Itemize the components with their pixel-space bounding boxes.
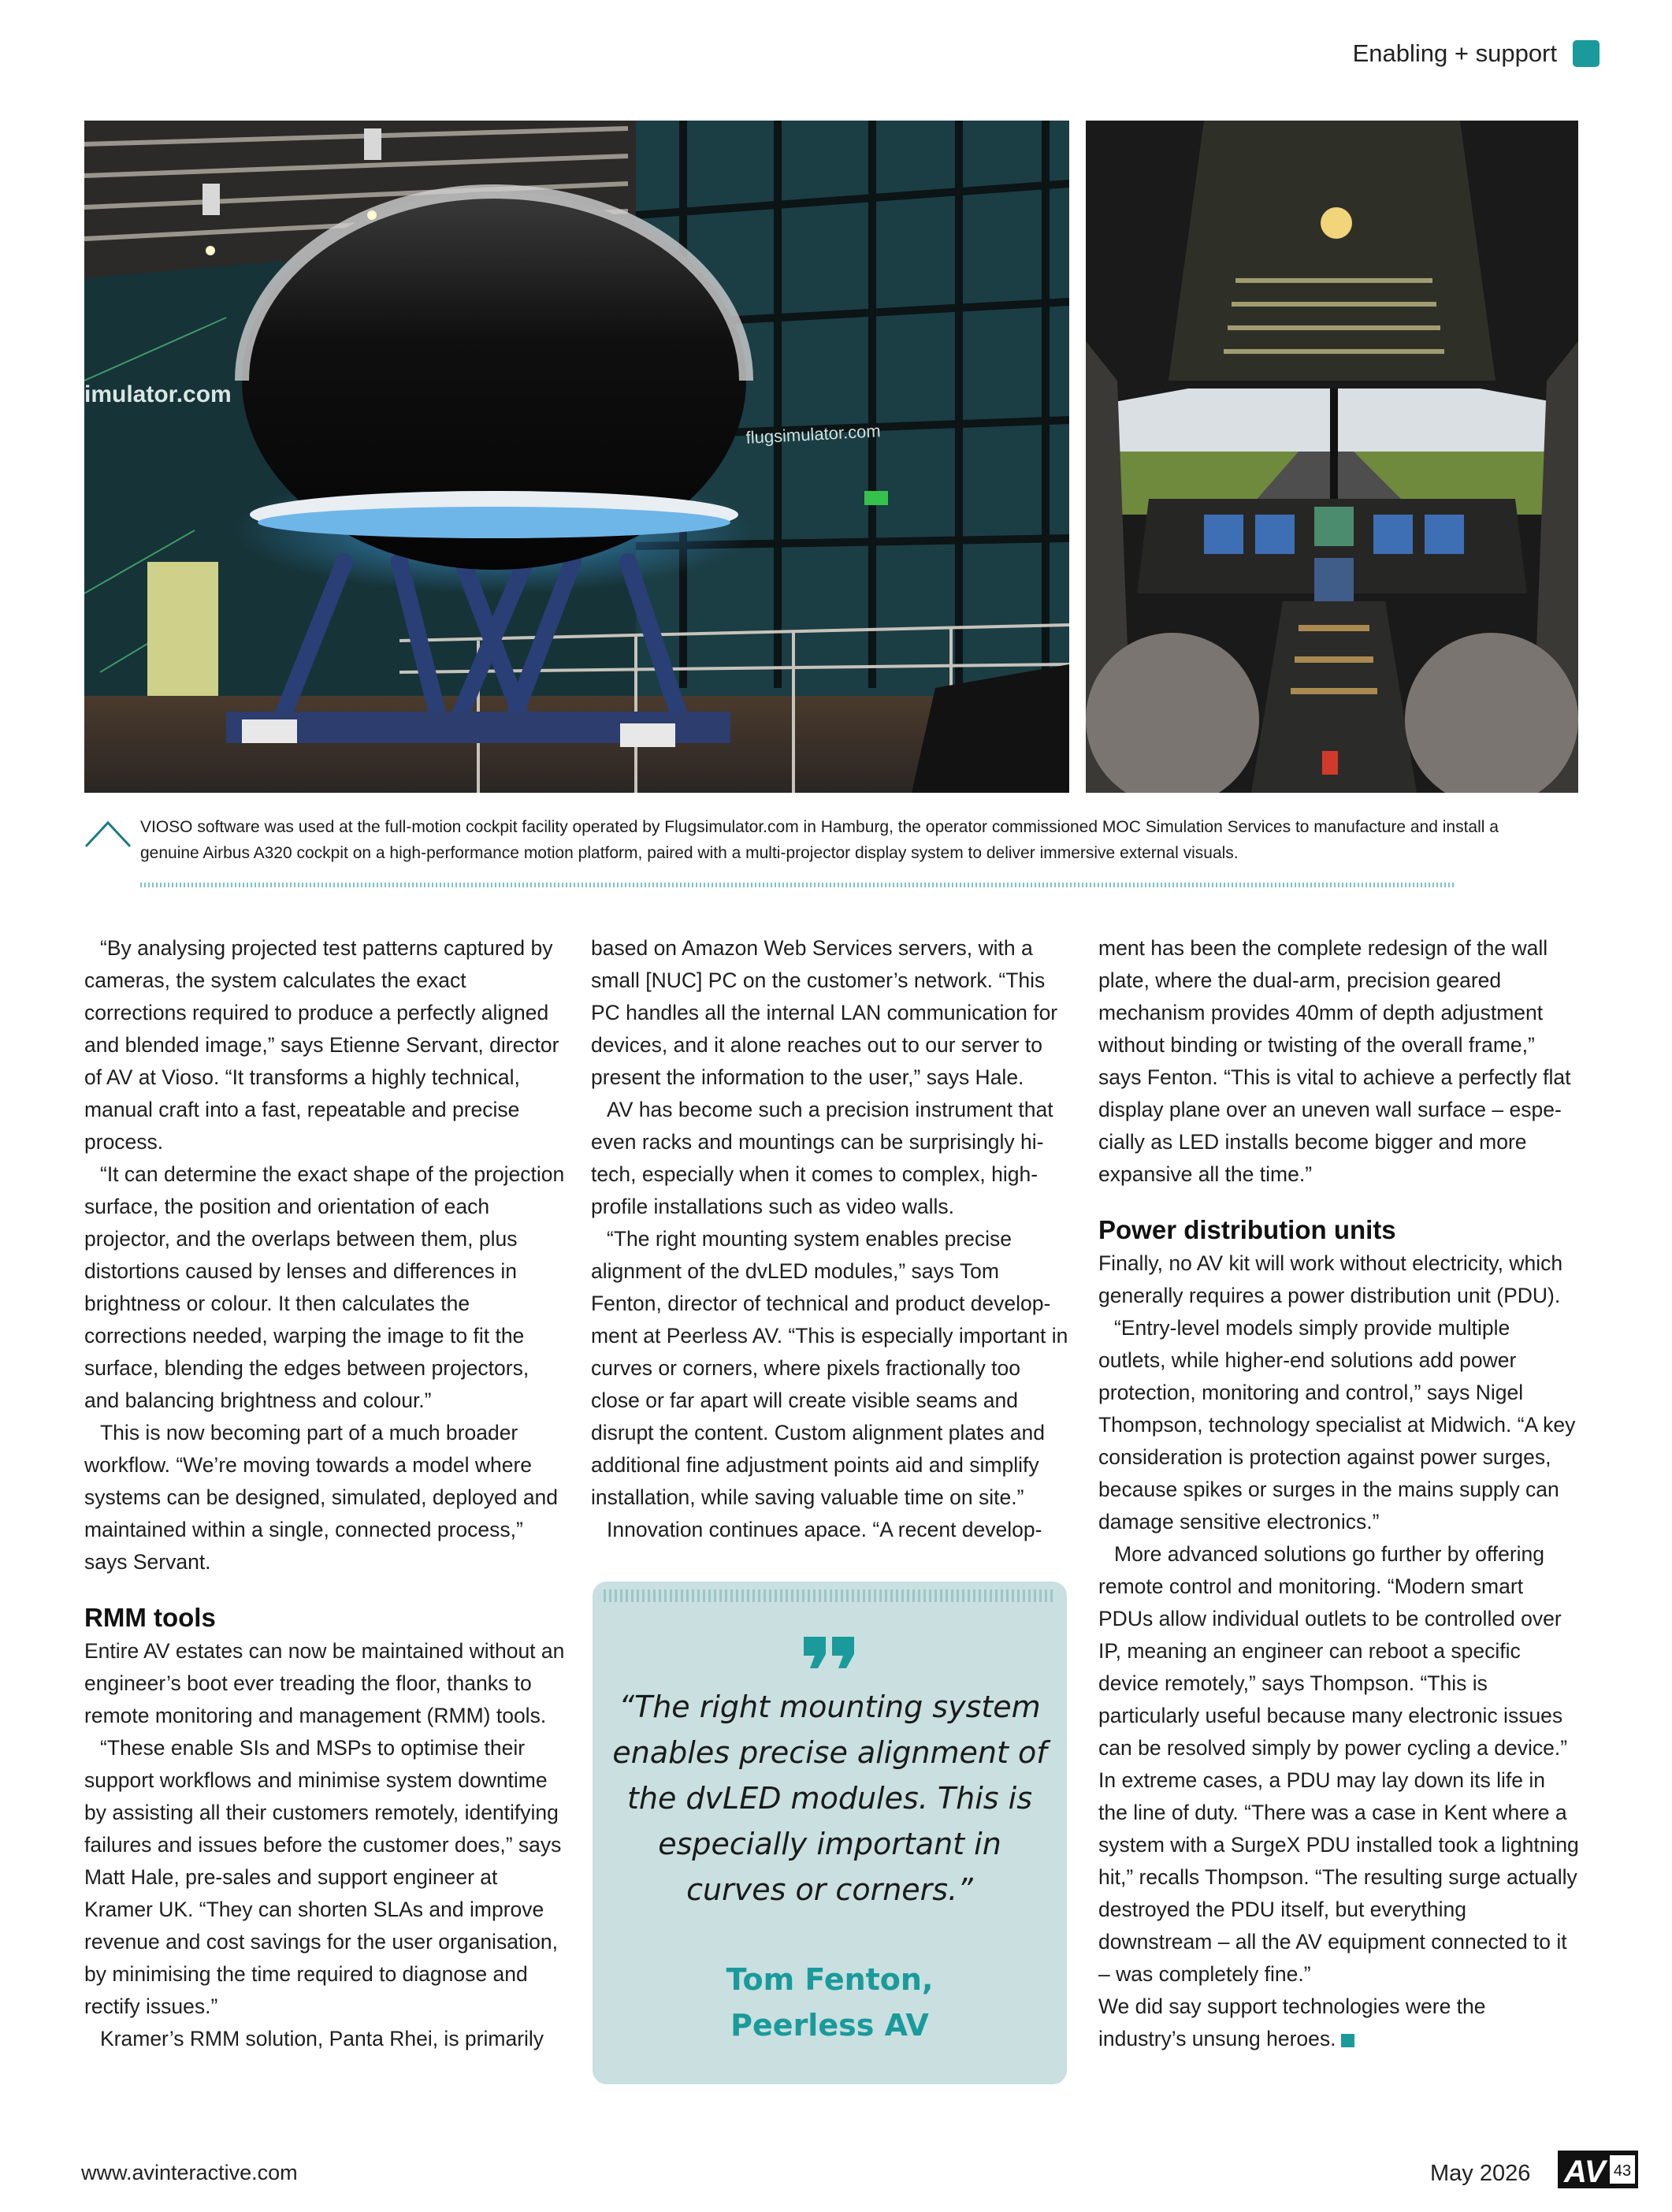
paragraph: This is now becoming part of a much broader workflow. “We’re moving towards a model where systems can be designed, simulated, deployed and maintained within a single, connected process,” says Servant. xyxy=(84,1421,559,1574)
paragraph: Finally, no AV kit will work without electricity, which generally requires a power distribution unit (PDU). xyxy=(1098,1251,1563,1307)
paragraph: “These enable SIs and MSPs to optimise their support workflows and minimise system downtime by assisting all their customers remotely, identifying failures and issues before the customer does,” says Matt Hale, pre-sales and support engineer at Kramer UK. “They can shorten SLAs and improve revenue and cost savings for the user organisation, by minimising the time required to diagnose and rectify issues.” xyxy=(84,1736,562,2018)
glass-reflection-text: flugsimulator.com xyxy=(745,421,882,448)
pull-quote-name: Tom Fenton, xyxy=(726,1962,934,1997)
page-number: 43 xyxy=(1613,2162,1632,2180)
paragraph: Kramer’s RMM solution, Panta Rhei, is primarily xyxy=(100,2027,544,2050)
photo-motion-simulator xyxy=(84,121,1069,793)
article-column-2 xyxy=(591,932,1072,1546)
photo-caption: VIOSO software was used at the full-motion cockpit facility operated by Flugsimulator.com in Hamburg, the operator commissioned MOC Simulation Services to manufacture and install a genuine Airbus A320 cockpit on a high-performance motion platform, paired with a multi-projector display system to deliver immersive external visuals. xyxy=(140,818,1499,862)
stitch-border xyxy=(604,1589,1056,1602)
quote-mark-icon xyxy=(593,1635,1067,1674)
pull-quote-box xyxy=(593,1582,1067,2084)
logo-text: AV xyxy=(1564,2154,1606,2189)
av-logo-icon xyxy=(1558,2149,1638,2194)
paragraph: ment has been the complete redesign of the wall plate, where the dual-arm, precision geared mechanism provides 40mm of depth adjustment without binding or twisting of the overall frame,” says Fenton. “This is vital to achieve a perfectly flat display plane over an uneven wall surface – espe-cially as LED installs become bigger and more expansive all the time.” xyxy=(1098,936,1571,1186)
photo-cockpit xyxy=(1086,121,1578,793)
footer-date: May 2026 xyxy=(1430,2161,1531,2186)
pull-quote-text: “The right mounting system enables precise alignment of the dvLED modules. This is especially important in curves or corners.” xyxy=(612,1690,1047,1907)
paragraph: AV has become such a precision instrument that even racks and mountings can be surprisingly hi-tech, especially when it comes to complex, high-profile installations such as video walls. xyxy=(591,1098,1053,1218)
paragraph: “By analysing projected test patterns captured by cameras, the system calculates the exact corrections required to produce a perfectly aligned and blended image,” says Etienne Servant, director of AV at Vioso. “It transforms a highly technical, manual craft into a fast, repeatable and precise process. xyxy=(84,936,559,1154)
section-label-text: Enabling + support xyxy=(1352,39,1557,67)
paragraph: Entire AV estates can now be maintained without an engineer’s boot ever treading the floor, thanks to remote monitoring and management (RMM) tools. xyxy=(84,1639,565,1727)
footer-website-link[interactable]: www.avinteractive.com xyxy=(81,2161,298,2184)
article-column-3 xyxy=(1098,932,1579,2055)
motion-simulator-illustration xyxy=(84,121,1069,793)
wall-sign-text: imulator.com xyxy=(84,381,232,407)
paragraph: “Entry-level models simply provide multiple outlets, while higher-end solutions add power protection, monitoring and control,” says Nigel Thompson, technology specialist at Midwich. “A key consideration is protection against power surges, because spikes or surges in the mains supply can damage sensitive electronics.” xyxy=(1098,1316,1576,1534)
cockpit-illustration xyxy=(1086,121,1578,793)
closing-text: We did say support technologies were the industry’s unsung heroes. xyxy=(1098,1995,1486,2050)
section-heading-rmm-tools: RMM tools xyxy=(84,1603,216,1632)
article-column-1 xyxy=(84,932,565,2055)
end-of-article-icon xyxy=(1341,2034,1354,2047)
paragraph: “The right mounting system enables precise alignment of the dvLED modules,” says Tom Fenton, director of technical and product develop-ment at Peerless AV. “This is especially important in curves or corners, where pixels fractionally too close or far apart will create visible seams and disrupt the content. Custom alignment plates and additional fine adjustment points aid and simplify installation, while saving valuable time on site.” xyxy=(591,1227,1068,1509)
section-marker-icon xyxy=(1573,40,1600,67)
pull-quote-company: Peerless AV xyxy=(730,2008,929,2043)
paragraph-last xyxy=(1098,1991,1579,2055)
paragraph: based on Amazon Web Services servers, with a small [NUC] PC on the customer’s network. “This PC handles all the internal LAN communication for devices, and it alone reaches out to our server to present the information to the user,” says Hale. xyxy=(591,936,1058,1089)
section-label xyxy=(1353,39,1600,68)
section-heading-power-distribution: Power distribution units xyxy=(1098,1215,1396,1244)
paragraph: More advanced solutions go further by offering remote control and monitoring. “Modern smart PDUs allow individual outlets to be controlled over IP, meaning an engineer can reboot a specific device remotely,” says Thompson. “This is particularly useful because many electronic issues can be resolved simply by power cycling a device.” In extreme cases, a PDU may lay down its life in the line of duty. “There was a case in Kent where a system with a SurgeX PDU installed took a lightning hit,” recalls Thompson. “The resulting surge actually destroyed the PDU itself, but everything downstream – all the AV equipment connected to it – was completely fine.” xyxy=(1098,1542,1579,1986)
caption-divider xyxy=(140,883,1455,887)
paragraph: Innovation continues apace. “A recent develop- xyxy=(607,1518,1042,1541)
paragraph: “It can determine the exact shape of the projection surface, the position and orientation of each projector, and the overlaps between them, plus distortions caused by lenses and differences in brightness or colour. It then calculates the corrections needed, warping the image to fit the surface, blending the edges between projectors, and balancing brightness and colour.” xyxy=(84,1162,565,1412)
caption-arrow-icon xyxy=(84,820,132,852)
